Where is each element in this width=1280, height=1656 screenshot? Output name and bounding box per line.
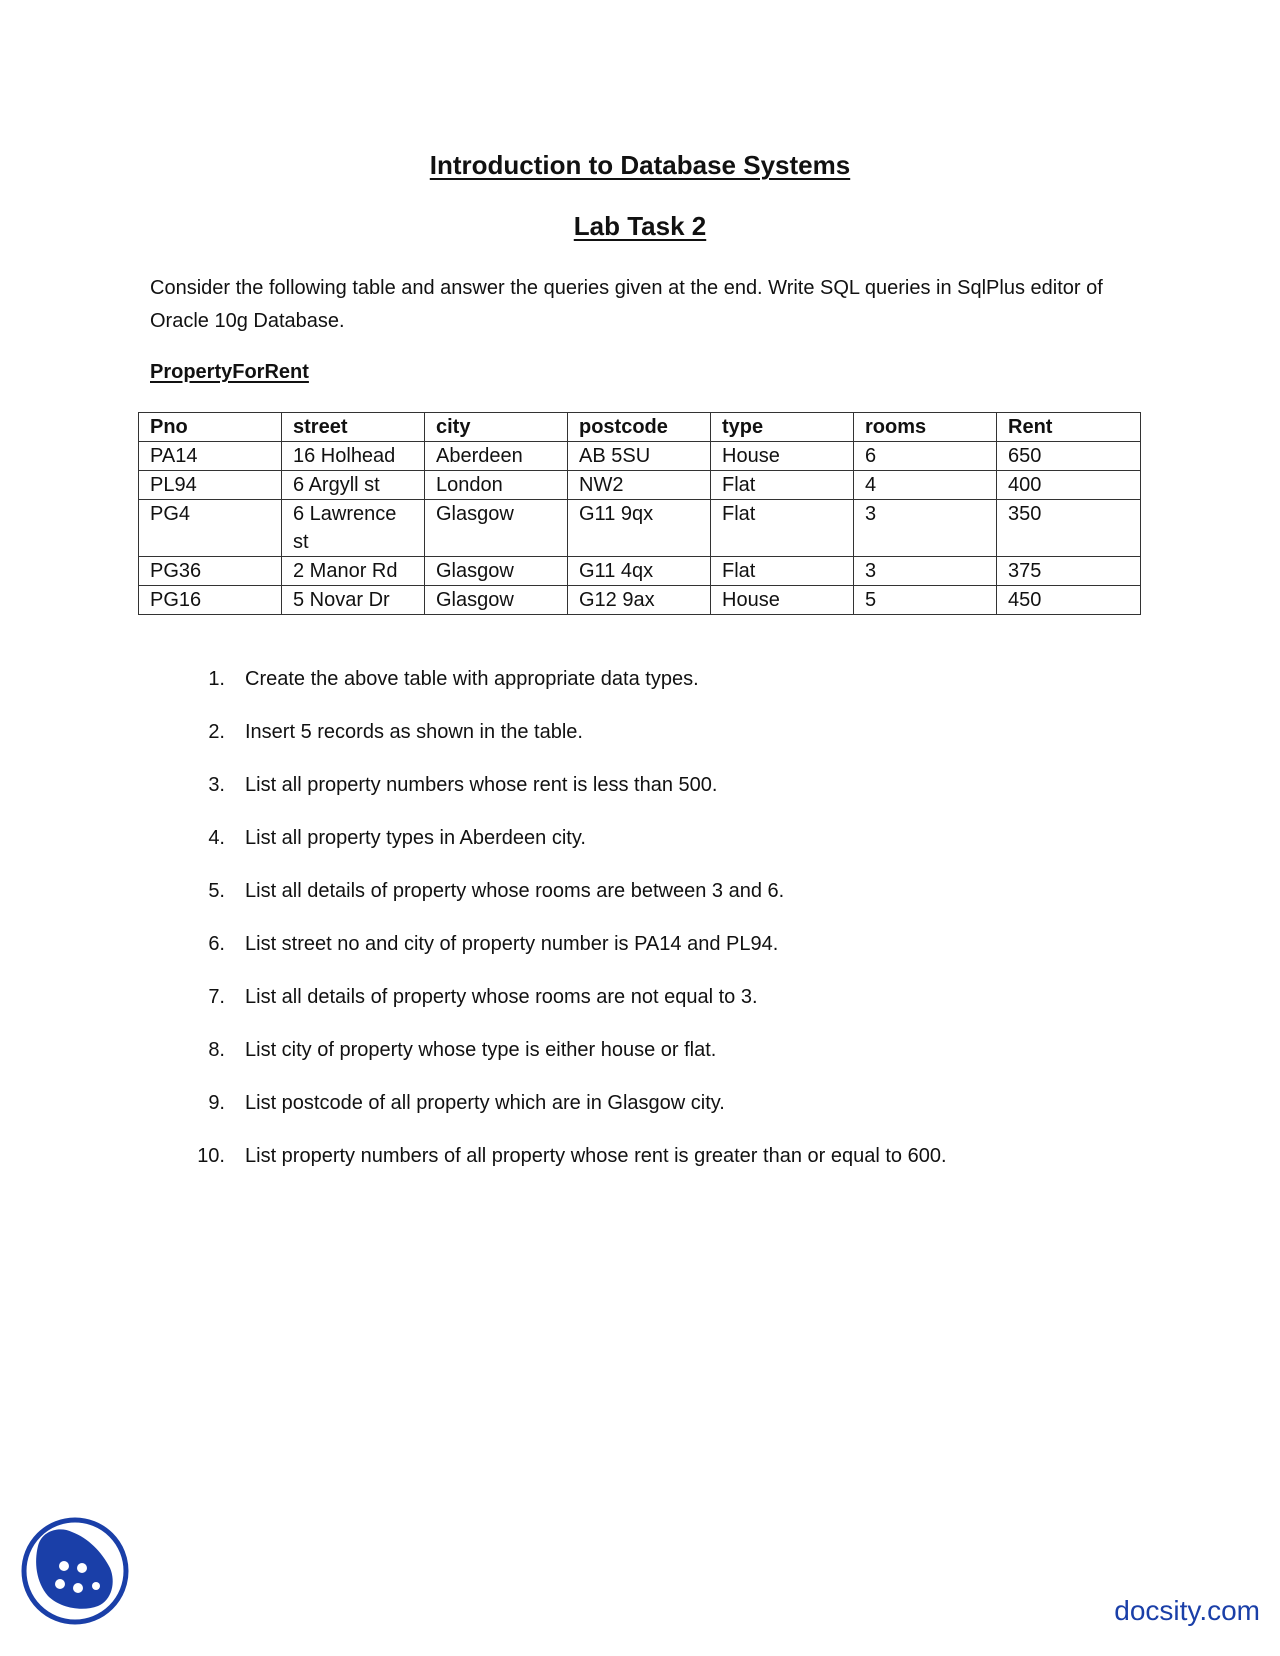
cell-street: 2 Manor Rd (282, 557, 425, 586)
cell-rooms: 3 (854, 557, 997, 586)
table-row (139, 557, 1141, 586)
document-subtitle: Lab Task 2 (573, 211, 707, 241)
cell-postcode: AB 5SU (568, 442, 711, 471)
question-number: 5. (208, 880, 225, 902)
cell-rooms: 3 (854, 500, 997, 557)
list-item (150, 1145, 947, 1198)
cell-rent: 400 (997, 471, 1141, 500)
header-street: street (282, 413, 425, 442)
property-table (138, 412, 1141, 615)
header-type: type (711, 413, 854, 442)
cell-rent: 650 (997, 442, 1141, 471)
docsity-watermark[interactable]: docsity.com (1114, 1595, 1260, 1626)
question-number: 2. (208, 721, 225, 743)
header-postcode: postcode (568, 413, 711, 442)
list-item (150, 774, 947, 827)
header-rent: Rent (997, 413, 1141, 442)
question-number: 3. (208, 774, 225, 796)
question-text: List all property numbers whose rent is less than 500. (245, 774, 718, 796)
document-title: Introduction to Database Systems (429, 150, 851, 180)
table-row (139, 586, 1141, 615)
docsity-logo-icon[interactable] (20, 1516, 130, 1626)
table-caption: PropertyForRent (150, 361, 309, 383)
cell-pno: PG36 (139, 557, 282, 586)
header-city: city (425, 413, 568, 442)
cell-rooms: 4 (854, 471, 997, 500)
question-text: List city of property whose type is either house or flat. (245, 1039, 717, 1061)
question-text: Insert 5 records as shown in the table. (245, 721, 583, 743)
table-row (139, 442, 1141, 471)
question-number: 1. (208, 668, 225, 690)
question-number: 9. (208, 1092, 225, 1114)
cell-pno: PL94 (139, 471, 282, 500)
cell-rent: 450 (997, 586, 1141, 615)
cell-rent: 375 (997, 557, 1141, 586)
cell-postcode: G12 9ax (568, 586, 711, 615)
cell-pno: PG4 (139, 500, 282, 557)
cell-city: Glasgow (425, 586, 568, 615)
cell-rooms: 6 (854, 442, 997, 471)
list-item (150, 1039, 947, 1092)
question-text: List all property types in Aberdeen city. (245, 827, 586, 849)
question-text: List street no and city of property number is PA14 and PL94. (245, 933, 779, 955)
cell-postcode: NW2 (568, 471, 711, 500)
list-item (150, 880, 947, 933)
question-text: Create the above table with appropriate data types. (245, 668, 699, 690)
cell-city: London (425, 471, 568, 500)
table-header-row (139, 413, 1141, 442)
cell-pno: PA14 (139, 442, 282, 471)
header-pno: Pno (139, 413, 282, 442)
cell-type: House (711, 442, 854, 471)
intro-paragraph: Consider the following table and answer the queries given at the end. Write SQL queries in SqlPlus editor of Oracle 10g Database. (150, 277, 1103, 332)
cell-pno: PG16 (139, 586, 282, 615)
list-item (150, 1092, 947, 1145)
list-item (150, 933, 947, 986)
question-text: List property numbers of all property whose rent is greater than or equal to 600. (245, 1145, 947, 1167)
header-rooms: rooms (854, 413, 997, 442)
cell-rooms: 5 (854, 586, 997, 615)
question-list (150, 668, 947, 1198)
cell-postcode: G11 4qx (568, 557, 711, 586)
cell-city: Aberdeen (425, 442, 568, 471)
question-number: 7. (208, 986, 225, 1008)
list-item (150, 827, 947, 880)
question-number: 8. (208, 1039, 225, 1061)
question-text: List all details of property whose rooms are not equal to 3. (245, 986, 758, 1008)
cell-type: Flat (711, 471, 854, 500)
question-number: 4. (208, 827, 225, 849)
question-text: List postcode of all property which are in Glasgow city. (245, 1092, 725, 1114)
list-item (150, 986, 947, 1039)
cell-type: House (711, 586, 854, 615)
cell-postcode: G11 9qx (568, 500, 711, 557)
list-item (150, 721, 947, 774)
cell-rent: 350 (997, 500, 1141, 557)
cell-type: Flat (711, 557, 854, 586)
cell-city: Glasgow (425, 557, 568, 586)
question-number: 10. (197, 1145, 225, 1167)
question-number: 6. (208, 933, 225, 955)
cell-city: Glasgow (425, 500, 568, 557)
table-row (139, 471, 1141, 500)
list-item (150, 668, 947, 721)
cell-street: 5 Novar Dr (282, 586, 425, 615)
question-text: List all details of property whose rooms are between 3 and 6. (245, 880, 785, 902)
cell-street: 16 Holhead (282, 442, 425, 471)
cell-type: Flat (711, 500, 854, 557)
cell-street: 6 Lawrence st (282, 500, 425, 557)
cell-street: 6 Argyll st (282, 471, 425, 500)
table-row (139, 500, 1141, 557)
